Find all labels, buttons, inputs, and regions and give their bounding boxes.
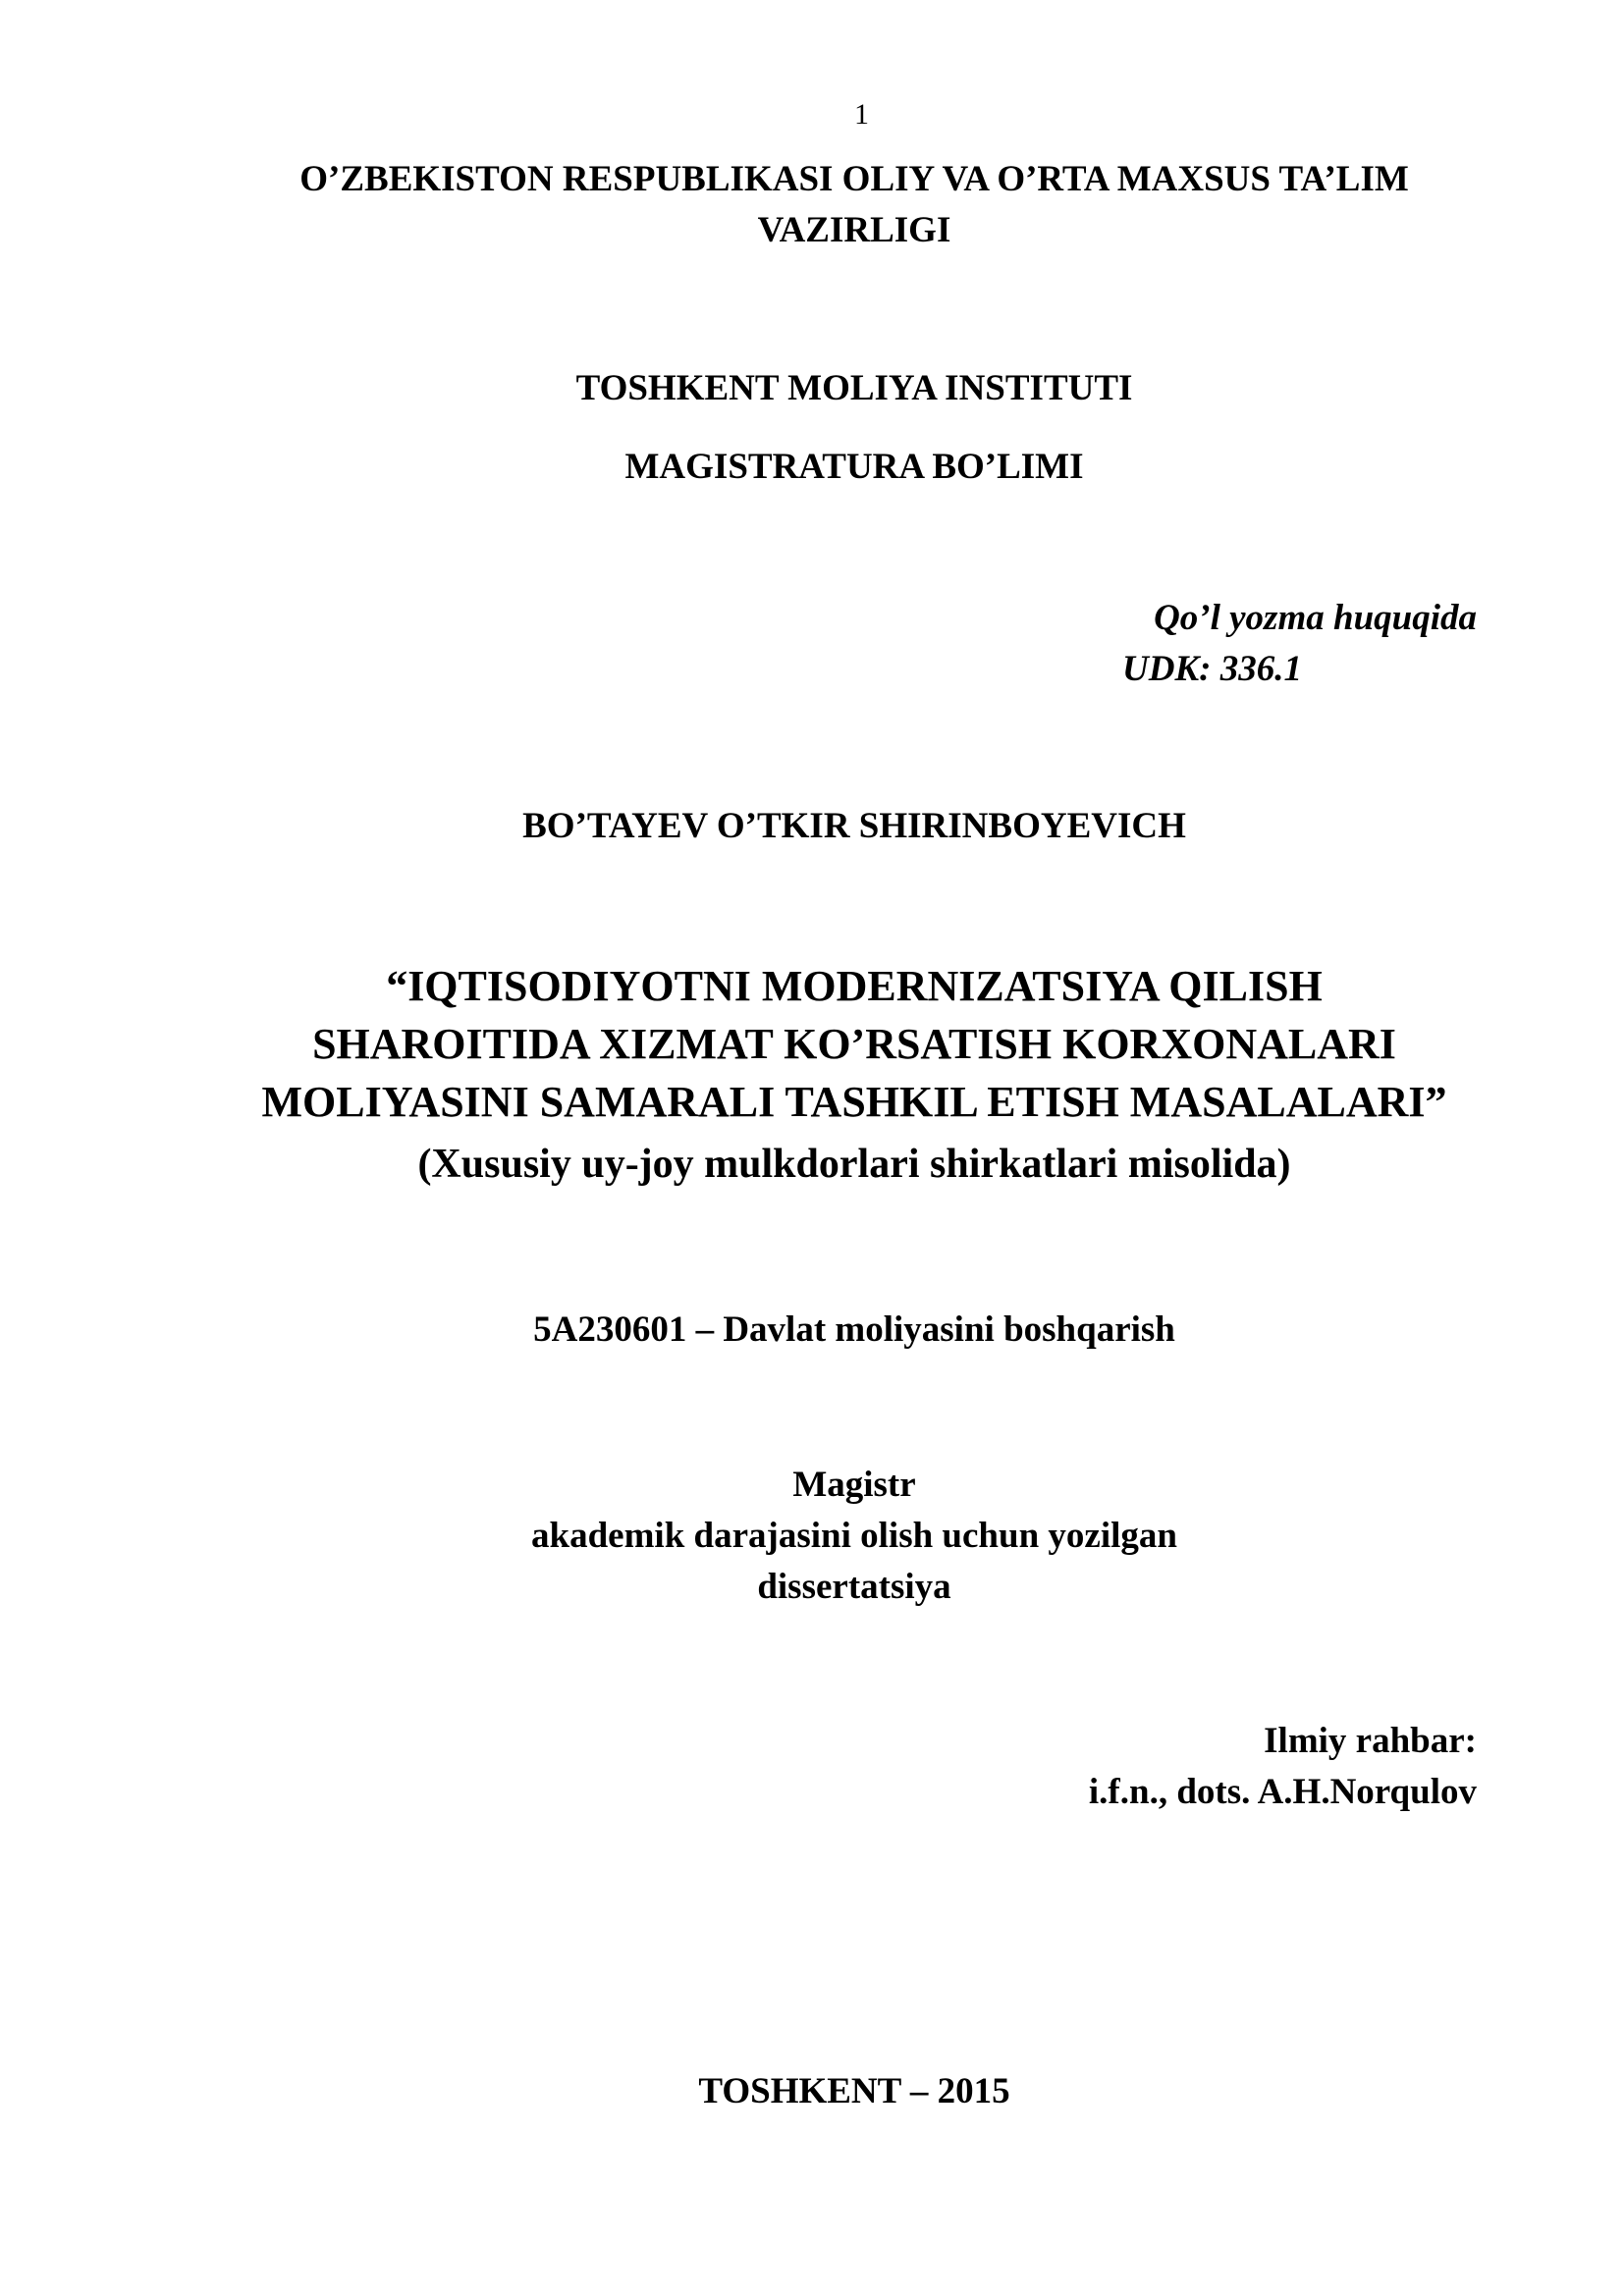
degree-line-2: akademik darajasini olish uchun yozilgan	[531, 1516, 1177, 1556]
scientific-advisor	[982, 1716, 1477, 1818]
department-name	[0, 442, 1624, 493]
city-year-footer	[0, 2066, 1624, 2117]
specialty-text: 5A230601 – Davlat moliyasini boshqarish	[533, 1309, 1175, 1350]
ministry-heading	[0, 154, 1624, 256]
degree-line-1: Magistr	[792, 1465, 916, 1505]
advisor-label: Ilmiy rahbar:	[1264, 1721, 1477, 1761]
dissertation-title	[0, 957, 1624, 1131]
udk-code: UDK: 336.1	[1122, 649, 1302, 689]
title-line-2: SHAROITIDA XIZMAT KO’RSATISH KORXONALARI	[312, 1020, 1396, 1068]
ministry-line-1: O’ZBEKISTON RESPUBLIKASI OLIY VA O’RTA MAXSUS TA’LIM	[299, 159, 1409, 199]
ministry-line-2: VAZIRLIGI	[757, 210, 951, 250]
specialty-code	[0, 1305, 1624, 1356]
author-name	[0, 801, 1624, 852]
manuscript-rights-note: Qo’l yozma huquqida	[1154, 598, 1477, 638]
subtitle-text: (Xususiy uy-joy mulkdorlari shirkatlari misolida)	[417, 1142, 1291, 1187]
footer-text: TOSHKENT – 2015	[698, 2071, 1010, 2111]
dissertation-subtitle	[0, 1136, 1624, 1193]
title-line-3: MOLIYASINI SAMARALI TASHKIL ETISH MASALALARI”	[261, 1078, 1447, 1126]
institute-name	[0, 363, 1624, 414]
institute-name-text: TOSHKENT MOLIYA INSTITUTI	[575, 368, 1133, 408]
department-name-text: MAGISTRATURA BO’LIMI	[624, 447, 1084, 487]
advisor-name: i.f.n., dots. A.H.Norqulov	[1088, 1772, 1477, 1812]
degree-line-3: dissertatsiya	[757, 1567, 951, 1607]
degree-statement	[0, 1460, 1624, 1613]
title-line-1: “IQTISODIYOTNI MODERNIZATSIYA QILISH	[386, 962, 1323, 1010]
document-page: 1 O’ZBEKISTON RESPUBLIKASI OLIY VA O’RTA MAXSUS TA’LIM VAZIRLIGI TOSHKENT MOLIYA INSTITUTI MAGISTRATURA BO’LIMI Qo’l yozma huquqida UDK: 336.1 BO’TAYEV O’TKIR SHIRINBOYEVICH “IQTISODIYOTNI MODERNIZATSIYA QILISH SHAROITIDA XIZMAT KO’RSATISH KORXONALARI MOLIYASINI SAMARALI TASHKIL ETISH MASALALARI” (Xususiy uy-joy mulkdorlari shirkatlari misolida) 5A230601 – Davlat moliyasini boshqarish Magistr akademik darajasini olish uchun yozilgan dissertatsiya Ilmiy rahbar: i.f.n., dots. A.H.Norqulov TOSHKENT – 2015	[0, 0, 1624, 2296]
author-name-text: BO’TAYEV O’TKIR SHIRINBOYEVICH	[522, 806, 1186, 846]
